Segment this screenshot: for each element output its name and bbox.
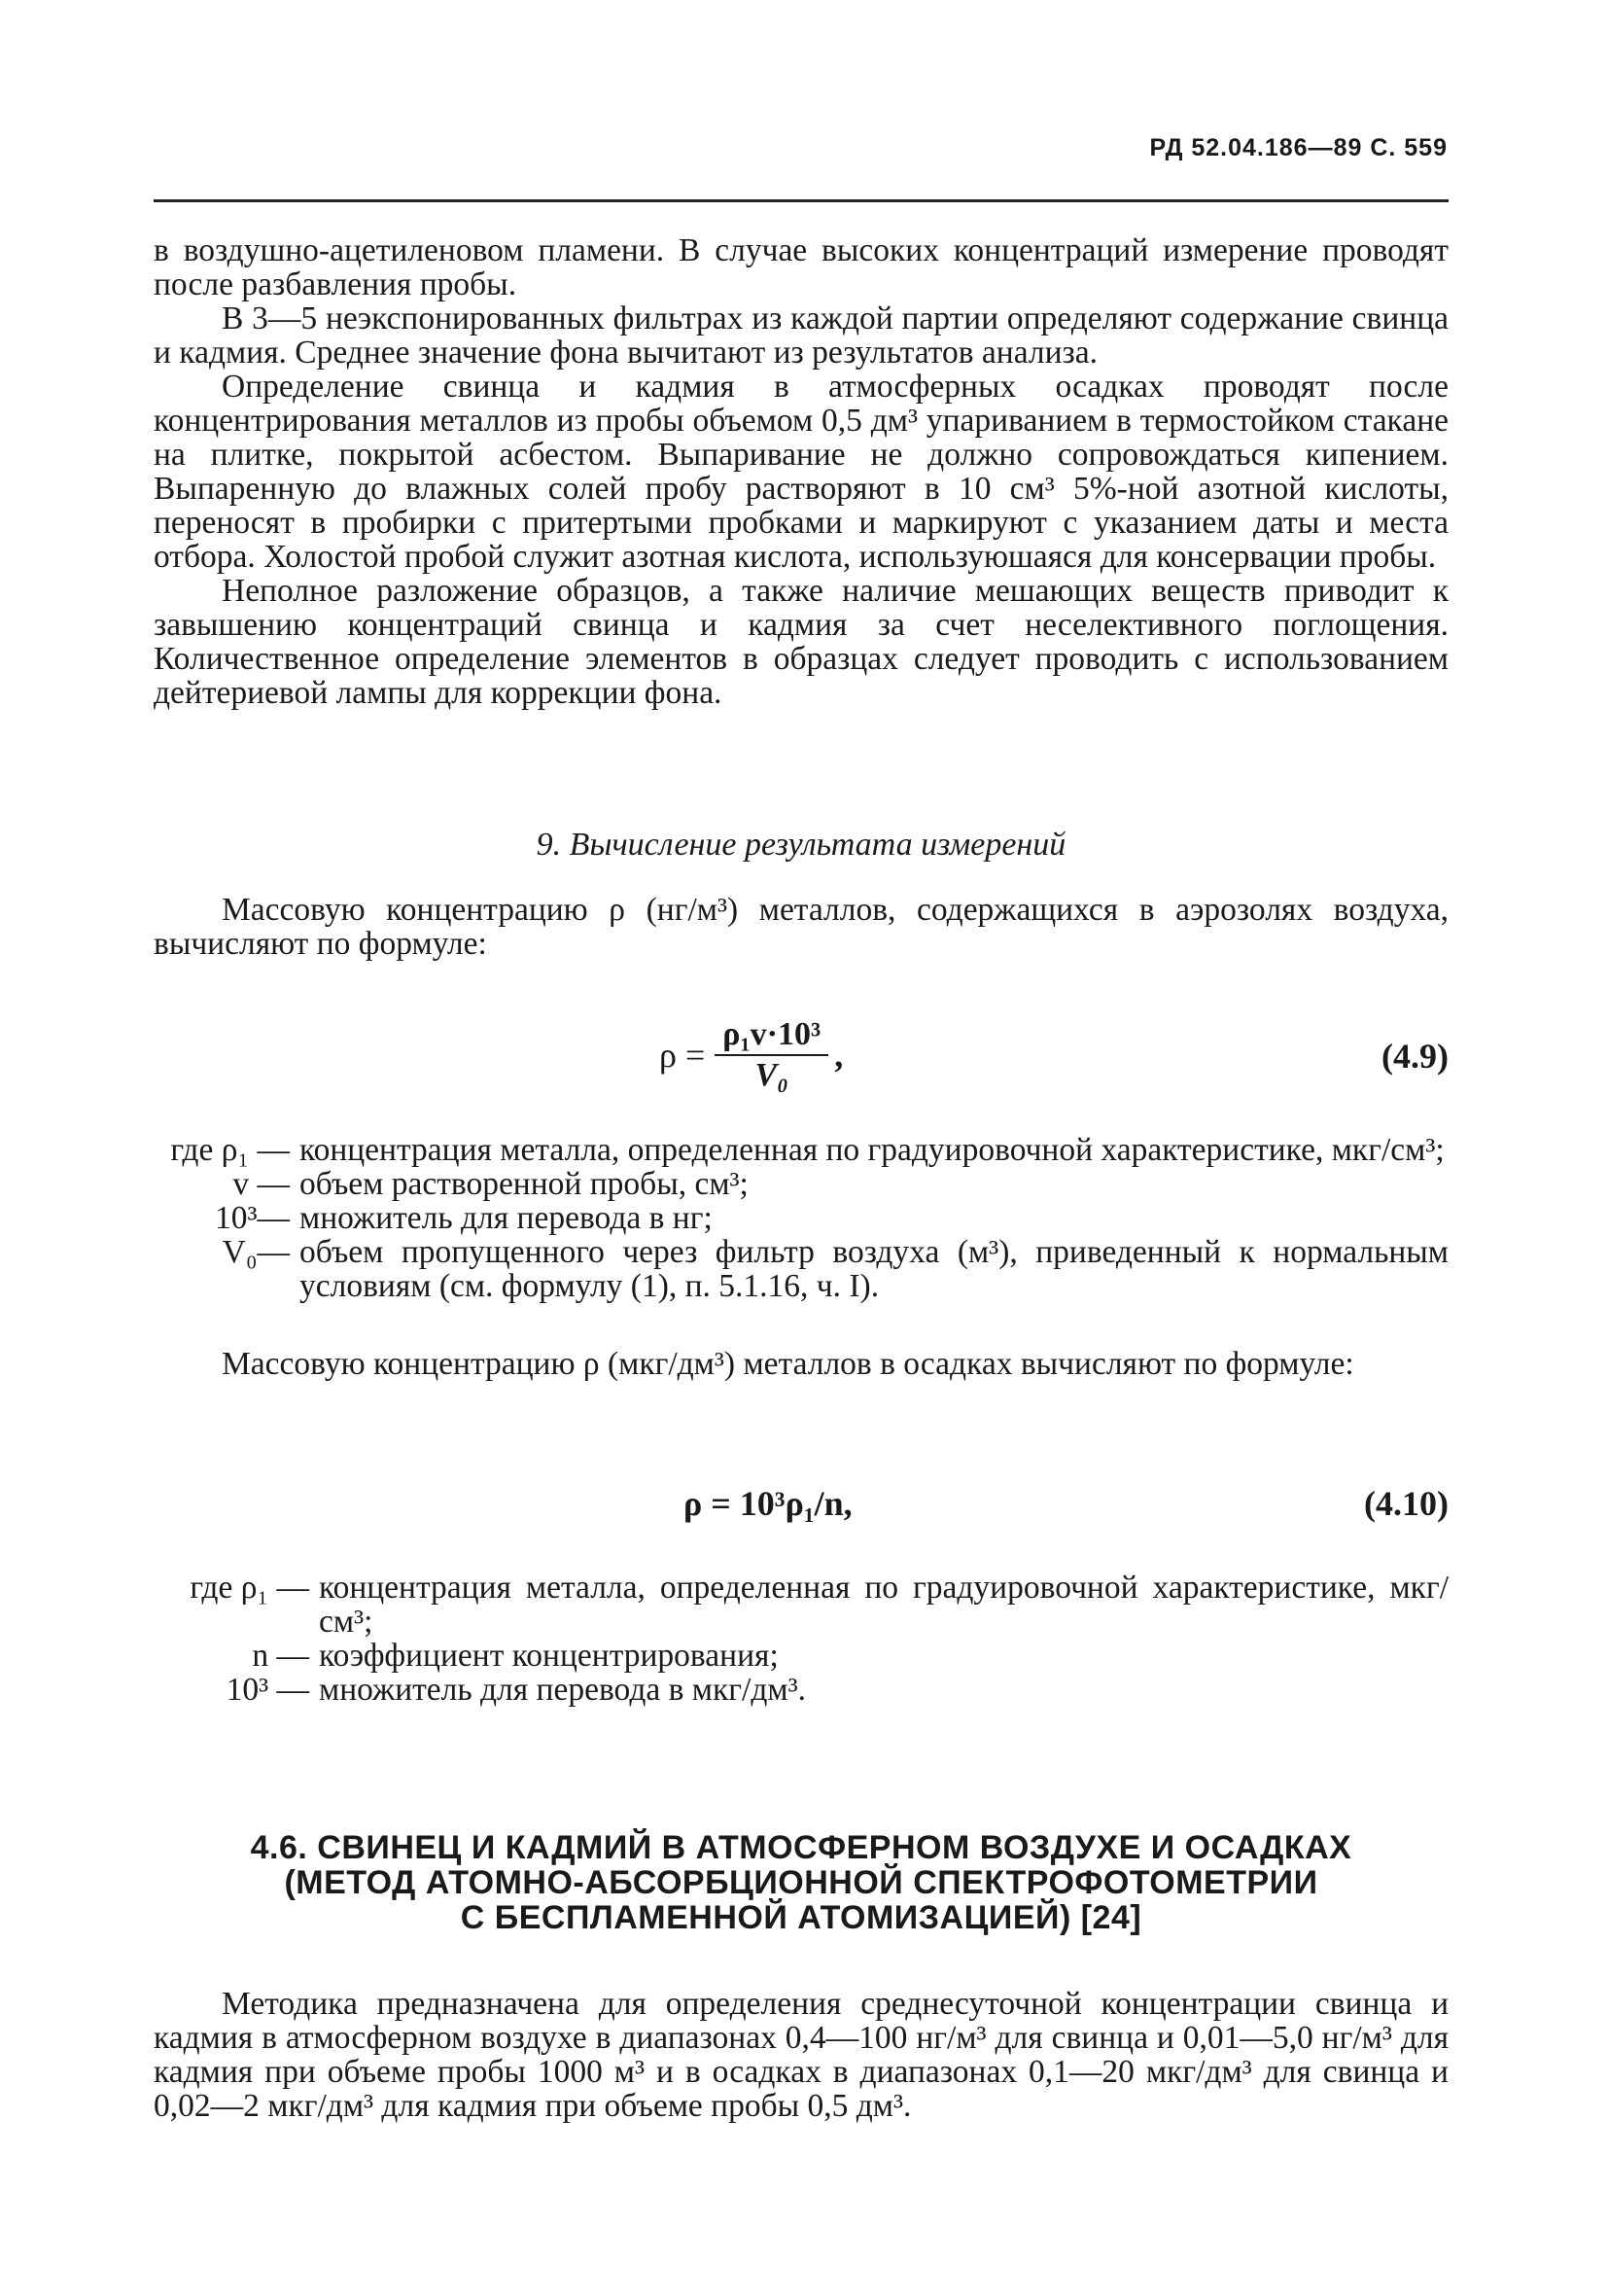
variable-definitions-2 — [154, 1571, 1449, 1707]
definition-symbol: где ρ₁ — — [190, 1570, 309, 1606]
formula-number: (4.9) — [1381, 1037, 1449, 1076]
section-heading-line: 4.6. СВИНЕЦ И КАДМИЙ В АТМОСФЕРНОМ ВОЗДУХЕ И ОСАДКАХ — [250, 1829, 1352, 1866]
definition-symbol: v — — [232, 1166, 290, 1202]
definition-item — [154, 1571, 1449, 1639]
formula-4-9 — [154, 1007, 1449, 1104]
top-text-block — [154, 233, 1449, 710]
section-heading-line: С БЕСПЛАМЕННОЙ АТОМИЗАЦИЕЙ) [24] — [460, 1899, 1142, 1936]
definition-text: коэффициент концентрирования; — [319, 1638, 779, 1674]
definition-text: объем пропущенного через фильтр воздуха (м³), приведенный к нормальным условиям (см. формулу (1), п. 5.1.16, ч. I). — [299, 1234, 1449, 1304]
formula-number: (4.10) — [1364, 1484, 1449, 1523]
paragraph-continuation: в воздушно-ацетиленовом пламени. В случае высоких концентраций измерение проводят после разбавления пробы. — [154, 232, 1449, 302]
definition-item — [154, 1201, 1449, 1235]
definition-item — [154, 1673, 1449, 1707]
formula-fraction — [715, 1015, 828, 1095]
definition-symbol: где ρ₁ — — [170, 1132, 290, 1168]
definition-symbol: 10³— — [214, 1200, 290, 1236]
definition-item — [154, 1639, 1449, 1673]
definition-item — [154, 1235, 1449, 1303]
intro-formula-1: Массовую концентрацию ρ (нг/м³) металлов, содержащихся в аэрозолях воздуха, вычисляют по формуле: — [154, 892, 1449, 962]
section-heading — [154, 1830, 1449, 1935]
subsection-heading: 9. Вычисление результата измерений — [536, 827, 1066, 863]
definition-text: множитель для перевода в нг; — [299, 1200, 713, 1236]
paragraph-interference: Неполное разложение образцов, а также наличие мешающих веществ приводит к завышению концентраций свинца и кадмия за счет неселективного поглощения. Количественное определение элементов в образцах следует проводить с использованием дейтериевой лампы для коррекции фона. — [154, 573, 1449, 711]
definition-text: концентрация металла, определенная по градуировочной характеристике, мкг/см³; — [319, 1570, 1449, 1640]
definition-text: объем растворенной пробы, см³; — [299, 1166, 749, 1202]
formula-numerator: ρ₁v·10³ — [715, 1015, 828, 1056]
header-rule — [154, 199, 1449, 202]
running-head: РД 52.04.186—89 С. 559 — [1149, 134, 1448, 161]
intro-formula-2: Массовую концентрацию ρ (мкг/дм³) металлов в осадках вычисляют по формуле: — [222, 1346, 1354, 1382]
section-heading-line: (МЕТОД АТОМНО-АБСОРБЦИОННОЙ СПЕКТРОФОТОМЕТРИИ — [284, 1864, 1318, 1901]
formula-trailing-comma: , — [834, 1036, 844, 1075]
formula-lhs: ρ = — [659, 1036, 706, 1075]
formula-denominator: V₀ — [754, 1057, 788, 1093]
definition-item — [154, 1133, 1449, 1167]
definition-symbol: V₀— — [222, 1234, 290, 1270]
definition-symbol: 10³ — — [226, 1672, 309, 1708]
definition-text: концентрация металла, определенная по градуировочной характеристике, мкг/см³; — [299, 1132, 1445, 1168]
formula-expression: ρ = 10³ρ₁/n, — [683, 1484, 853, 1523]
variable-definitions-1 — [154, 1133, 1449, 1303]
definition-text: множитель для перевода в мкг/дм³. — [319, 1672, 806, 1708]
definition-symbol: n — — [252, 1638, 309, 1674]
paragraph-blank-filters: В 3—5 неэкспонированных фильтрах из каждой партии определяют содержание свинца и кадмия. Среднее значение фона вычитают из результатов анализа. — [154, 300, 1449, 371]
paragraph-method-scope: Методика предназначена для определения среднесуточной концентрации свинца и кадмия в атмосферном воздухе в диапазонах 0,4—100 нг/м³ для свинца и 0,01—5,0 нг/м³ для кадмия при объеме пробы 1000 м³ и в осадках в диапазонах 0,1—20 мкг/дм³ для свинца и 0,02—2 мкг/дм³ для кадмия при объеме пробы 0,5 дм³. — [154, 1986, 1449, 2124]
definition-item — [154, 1167, 1449, 1201]
formula-4-10 — [154, 1464, 1449, 1561]
paragraph-precipitation: Определение свинца и кадмия в атмосферных осадках проводят после концентрирования металлов из пробы объемом 0,5 дм³ упариванием в термостойком стакане на плитке, покрытой асбестом. Выпаривание не должно сопровождаться кипением. Выпаренную до влажных солей пробу растворяют в 10 см³ 5%-ной азотной кислоты, переносят в пробирки с притертыми пробками и маркируют с указанием даты и места отбора. Холостой пробой служит азотная кислота, используюшаяся для консервации пробы. — [154, 369, 1449, 575]
